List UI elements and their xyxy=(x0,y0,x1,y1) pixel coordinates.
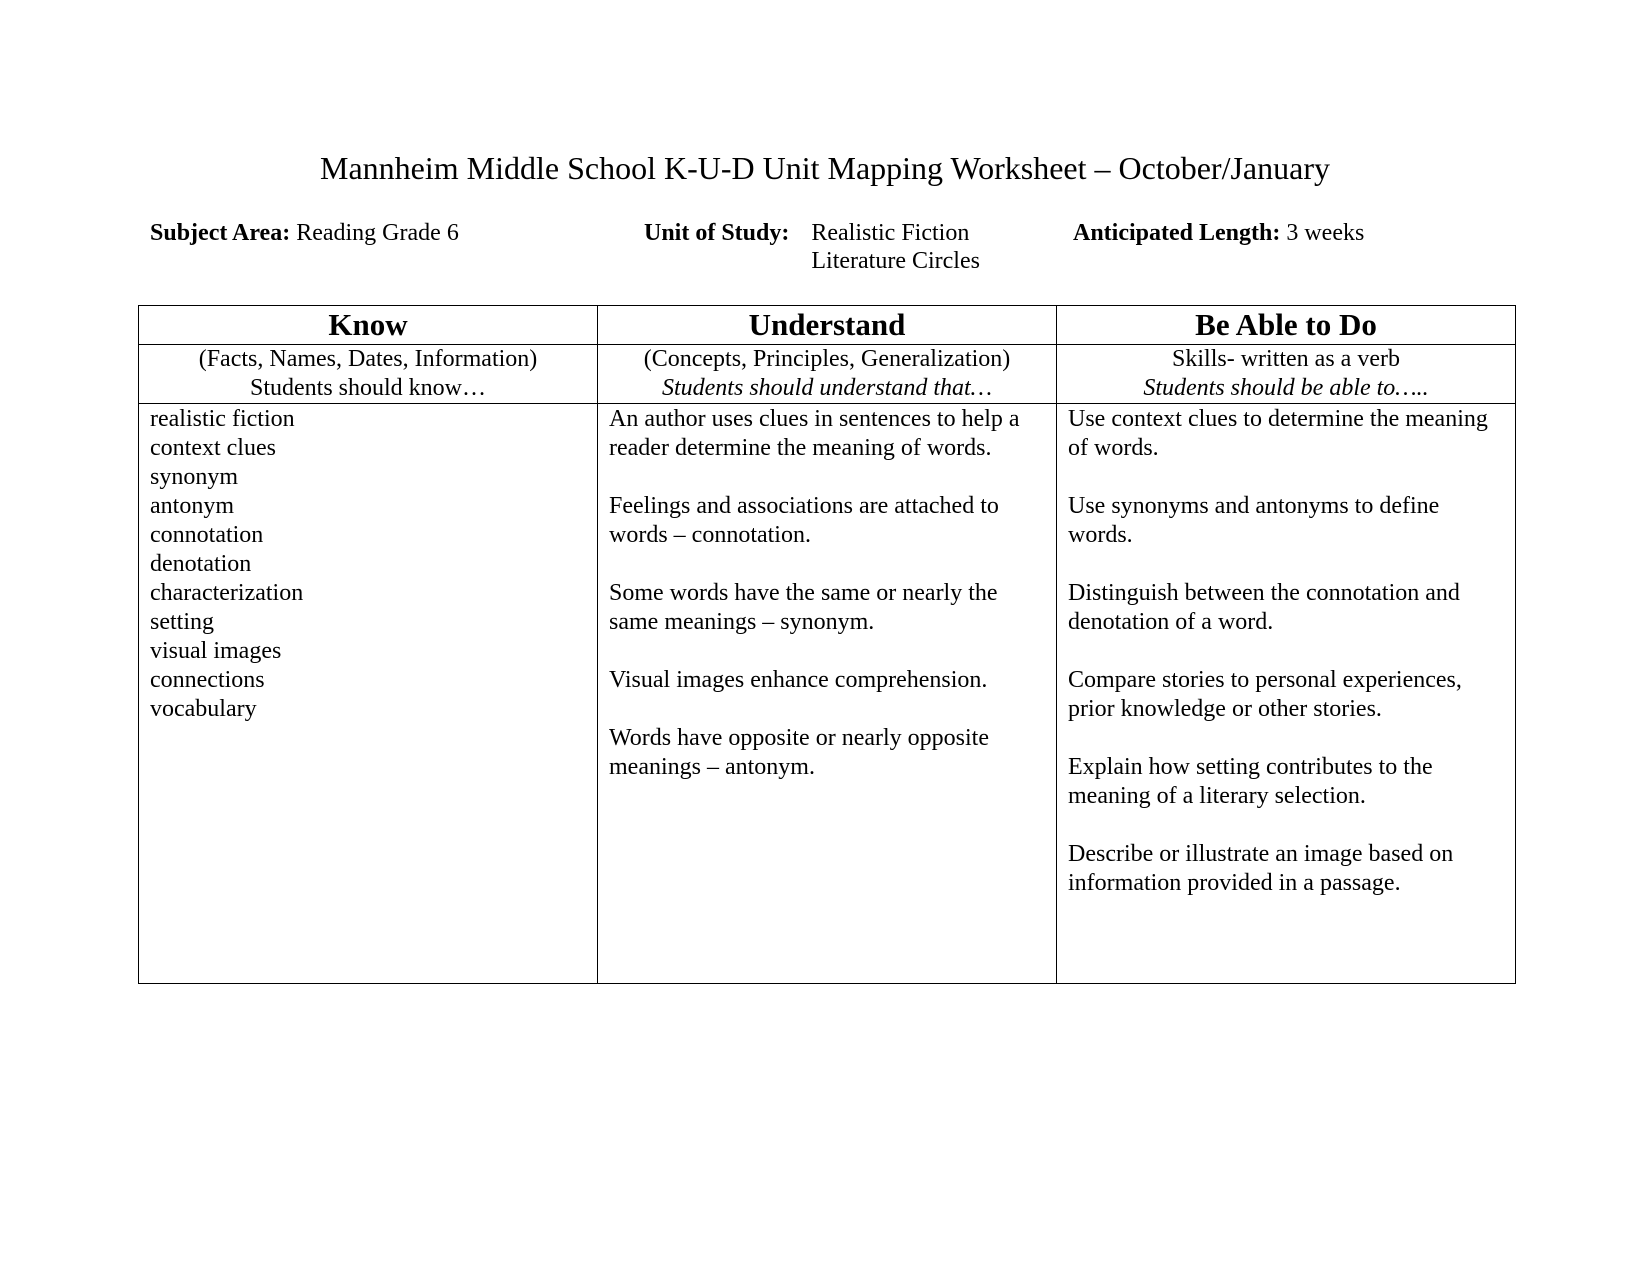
subject-area-value: Reading Grade 6 xyxy=(296,220,459,246)
know-item: antonym xyxy=(150,493,234,519)
unit-of-study-value: Realistic Fiction xyxy=(811,220,970,246)
know-item: setting xyxy=(150,609,214,635)
page-title: Mannheim Middle School K-U-D Unit Mapping Worksheet – October/January xyxy=(320,150,1330,186)
kud-table xyxy=(138,305,1516,984)
know-item: synonym xyxy=(150,464,239,490)
anticipated-length xyxy=(1073,219,1364,247)
know-item: realistic fiction xyxy=(150,406,295,432)
know-subheading-line2: Students should know… xyxy=(249,375,486,401)
do-subheading-line1: Skills- written as a verb xyxy=(1172,346,1400,372)
know-item: context clues xyxy=(150,435,276,461)
understand-subheading-line2: Students should understand that… xyxy=(661,375,992,401)
do-heading: Be Able to Do xyxy=(1057,306,1516,345)
subject-area-label: Subject Area: xyxy=(150,220,291,246)
understand-cell xyxy=(598,404,1057,984)
unit-of-study-values xyxy=(811,219,980,275)
unit-of-study xyxy=(644,219,980,275)
understand-item: An author uses clues in sentences to help a reader determine the meaning of words. xyxy=(609,406,1020,461)
understand-item: Some words have the same or nearly the same meanings – synonym. xyxy=(609,580,998,635)
know-item: vocabulary xyxy=(150,696,257,722)
content-row xyxy=(139,404,1516,984)
unit-of-study-label: Unit of Study: xyxy=(644,220,790,246)
know-item: denotation xyxy=(150,551,252,577)
understand-subheading-line1: (Concepts, Principles, Generalization) xyxy=(643,346,1011,372)
understand-subheading xyxy=(598,345,1057,404)
know-subheading-line1: (Facts, Names, Dates, Information) xyxy=(198,346,538,372)
unit-of-study-value: Literature Circles xyxy=(811,248,980,274)
do-item: Describe or illustrate an image based on information provided in a passage. xyxy=(1068,841,1454,896)
understand-heading: Understand xyxy=(598,306,1057,345)
understand-item: Visual images enhance comprehension. xyxy=(609,667,988,693)
do-item: Distinguish between the connotation and denotation of a word. xyxy=(1068,580,1460,635)
do-subheading xyxy=(1057,345,1516,404)
know-subheading xyxy=(139,345,598,404)
know-item: connotation xyxy=(150,522,264,548)
know-item: visual images xyxy=(150,638,282,664)
understand-item: Words have opposite or nearly opposite meanings – antonym. xyxy=(609,725,989,780)
do-item: Explain how setting contributes to the meaning of a literary selection. xyxy=(1068,754,1433,809)
subheading-row xyxy=(139,345,1516,404)
do-item: Use context clues to determine the meaning of words. xyxy=(1068,406,1488,461)
do-subheading-line2: Students should be able to….. xyxy=(1143,375,1429,401)
do-cell xyxy=(1057,404,1516,984)
understand-item: Feelings and associations are attached to words – connotation. xyxy=(609,493,999,548)
anticipated-length-label: Anticipated Length: xyxy=(1073,220,1281,246)
heading-row xyxy=(139,306,1516,345)
know-cell xyxy=(139,404,598,984)
know-item: connections xyxy=(150,667,265,693)
subject-area xyxy=(150,219,459,247)
anticipated-length-value: 3 weeks xyxy=(1286,220,1365,246)
do-item: Compare stories to personal experiences, prior knowledge or other stories. xyxy=(1068,667,1462,722)
know-heading: Know xyxy=(139,306,598,345)
do-item: Use synonyms and antonyms to define words. xyxy=(1068,493,1440,548)
know-item: characterization xyxy=(150,580,304,606)
